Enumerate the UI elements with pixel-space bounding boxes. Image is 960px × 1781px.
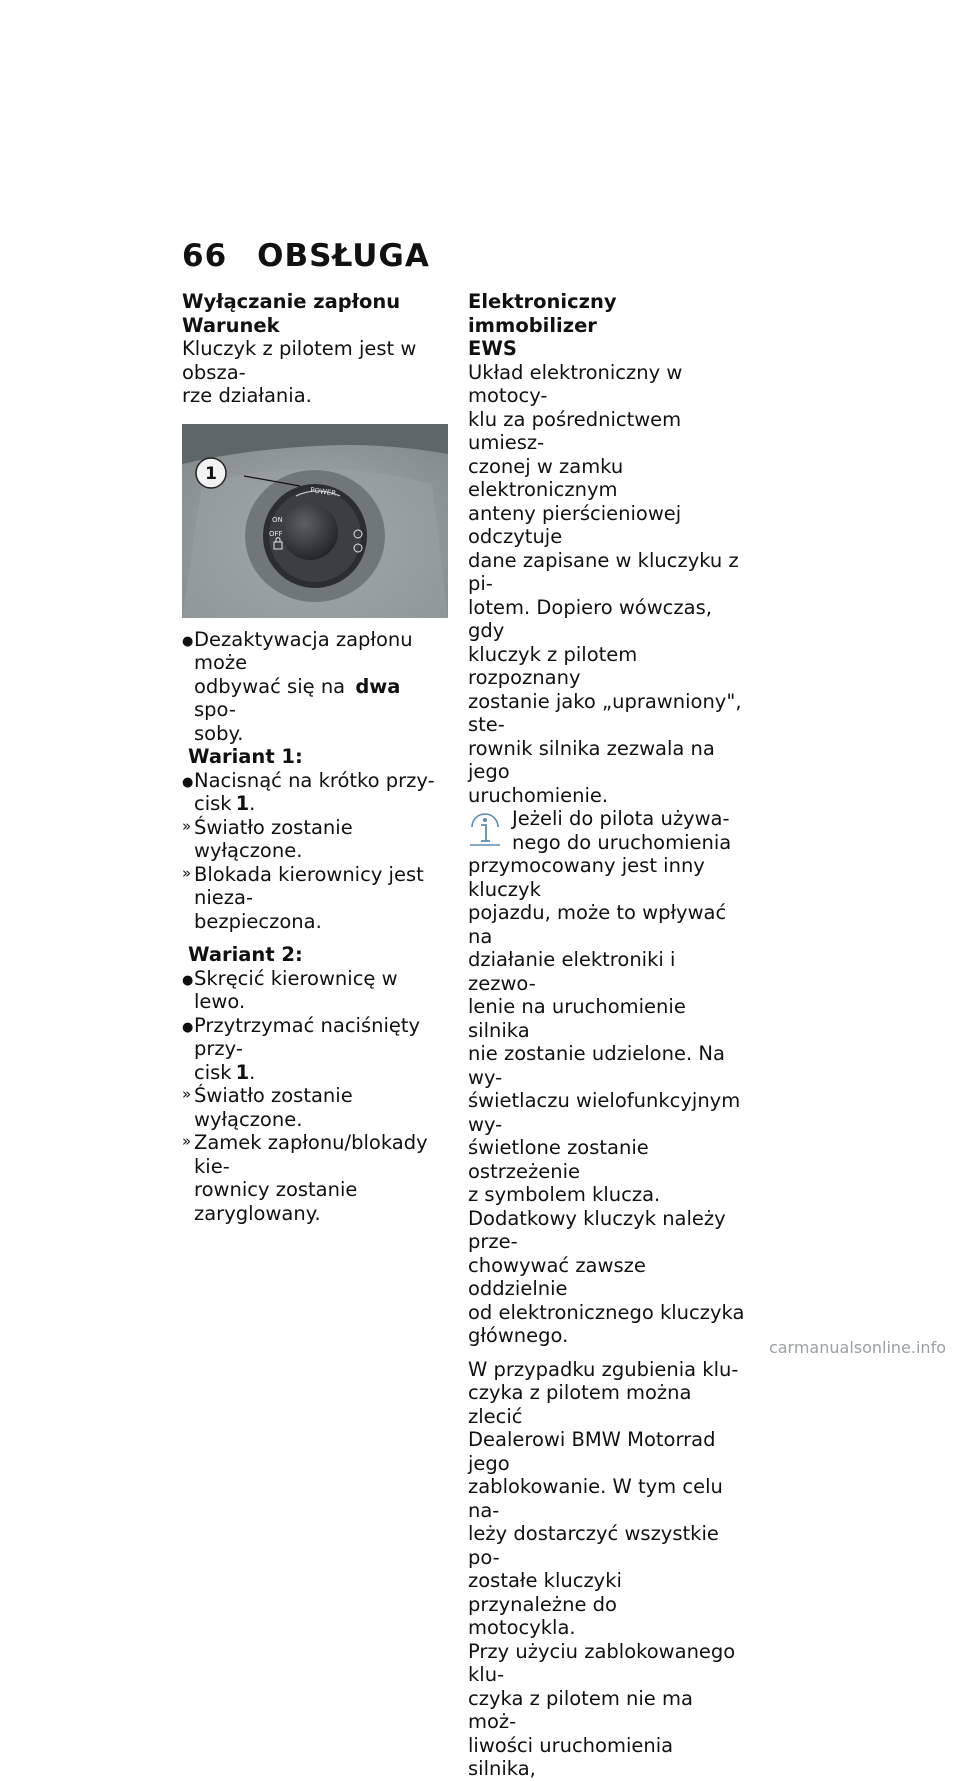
bullet-dot-icon: ● [182, 1019, 194, 1035]
intro-bold-two: dwa [355, 674, 401, 698]
variant-2-bullet-1-text: Skręcić kierownicę w lewo. [194, 966, 398, 1013]
text-line: W przypadku zgubienia klu- [468, 1357, 739, 1381]
variant-2-bullet-1 [182, 967, 448, 1014]
text-line: zablokowanie. W tym celu na- [468, 1475, 723, 1522]
bullet-dot-icon: ● [182, 972, 194, 988]
variant-2-result-2 [182, 1131, 448, 1225]
heading-ews-line-1: Elektroniczny immobilizer [468, 290, 617, 337]
text-line: leży dostarczyć wszystkie po- [468, 1522, 719, 1569]
variant-2-result-1-text: Światło zostanie wyłączone. [194, 1084, 353, 1131]
variant-2-ref-suffix: . [249, 1060, 256, 1084]
text-line: Przy użyciu zablokowanego klu- [468, 1639, 736, 1686]
heading-ignition-off: Wyłączanie zapłonu [182, 290, 401, 313]
variant-2-result-1 [182, 1084, 448, 1131]
variant-1-result-2-line-1: Blokada kierownicy jest nieza- [194, 862, 424, 909]
variant-2-result-2-line-2: rownicy zostanie zaryglowany. [194, 1178, 358, 1225]
text-line: zostanie jako „uprawniony", ste- [468, 689, 742, 736]
variant-1-bullet [182, 769, 448, 816]
variant-1-result-1-text: Światło zostanie wyłączone. [194, 815, 353, 862]
text-line: liwości uruchomienia silnika, [468, 1733, 674, 1780]
text-line: dane zapisane w kluczyku z pi- [468, 548, 739, 595]
note-line: świetlone zostanie ostrzeżenie [468, 1136, 649, 1183]
text-line: zostałe kluczyki przynależne do [468, 1569, 622, 1616]
variant-1-bullet-line-1: Nacisnąć na krótko przy- [194, 768, 435, 792]
bullet-dot-icon: ● [182, 633, 194, 649]
text-line: Dealerowi BMW Motorrad jego [468, 1428, 716, 1475]
ews-paragraph-3 [468, 1358, 746, 1640]
text-line: anteny pierścieniowej odczytuje [468, 501, 682, 548]
condition-line-1: Kluczyk z pilotem jest w obsza- [182, 337, 417, 384]
intro-line-1: Dezaktywacja zapłonu może [194, 627, 413, 674]
page-number: 66 [182, 238, 228, 274]
text-line: czonej w zamku elektronicznym [468, 454, 624, 501]
power-label: POWER [309, 485, 337, 498]
ews-paragraph-2 [468, 1207, 746, 1348]
ews-paragraph-4 [468, 1640, 746, 1781]
text-line: motocykla. [468, 1616, 576, 1639]
intro-after: spo- [194, 698, 236, 721]
variant-2-ref: 1 [235, 1060, 250, 1084]
bullet-intro [182, 628, 448, 746]
variant-2-result-2-line-1: Zamek zapłonu/blokady kie- [194, 1131, 428, 1178]
text-line: czyka z pilotem nie ma moż- [468, 1686, 693, 1733]
intro-line-3: soby. [194, 721, 244, 745]
info-note [468, 807, 746, 1207]
ignition-switch-illustration [182, 424, 448, 618]
text-line: lotem. Dopiero wówczas, gdy [468, 595, 712, 642]
variant-1-ref: 1 [235, 792, 250, 815]
section-title: OBSŁUGA [257, 238, 430, 274]
text-line: Dodatkowy kluczyk należy prze- [468, 1206, 726, 1253]
text-line: klu za pośrednictwem umiesz- [468, 407, 682, 454]
intro-line-2: odbywać się na [194, 674, 346, 698]
watermark: carmanualsonline.info [768, 1338, 946, 1357]
variant-2-title: Wariant 2: [188, 943, 303, 966]
heading-ews-line-2: EWS [468, 337, 517, 360]
text-line: kluczyk z pilotem rozpoznany [468, 642, 638, 689]
right-column [468, 290, 746, 1781]
ignition-switch-figure [182, 424, 448, 618]
result-arrow-icon: » [182, 1085, 192, 1103]
text-line: czyka z pilotem można zlecić [468, 1381, 692, 1428]
result-arrow-icon: » [182, 1132, 192, 1150]
off-label: OFF [269, 529, 283, 538]
note-line: świetlaczu wielofunkcyjnym wy- [468, 1089, 741, 1136]
variant-1-result-2 [182, 863, 448, 934]
variant-1-result-1 [182, 816, 448, 863]
variant-1-result-2-line-2: bezpieczona. [194, 909, 322, 933]
variant-2-bullet-2 [182, 1014, 448, 1085]
note-line: działanie elektroniki i zezwo- [468, 948, 676, 995]
note-line: nego do uruchomienia [512, 830, 732, 854]
result-arrow-icon: » [182, 863, 192, 882]
ews-paragraph-1 [468, 361, 746, 808]
bullet-dot-icon: ● [182, 774, 194, 790]
text-line: głównego. [468, 1324, 569, 1347]
text-line: uruchomienie. [468, 783, 609, 807]
text-line: Układ elektroniczny w motocy- [468, 360, 683, 407]
left-column [182, 290, 448, 1225]
page-header [182, 238, 430, 274]
text-line: od elektronicznego kluczyka [468, 1300, 745, 1324]
note-line: z symbolem klucza. [468, 1183, 661, 1206]
subheading-condition: Warunek [182, 313, 280, 337]
condition-line-2: rze działania. [182, 384, 312, 407]
note-line: przymocowany jest inny kluczyk [468, 854, 705, 901]
note-line: pojazdu, może to wpływać na [468, 901, 727, 948]
figure-callout-1: 1 [205, 463, 217, 484]
note-line: nie zostanie udzielone. Na wy- [468, 1042, 725, 1089]
text-line: rownik silnika zezwala na jego [468, 736, 715, 783]
variant-1-title: Wariant 1: [188, 745, 303, 768]
note-line: Jeżeli do pilota używa- [512, 807, 730, 830]
note-line: lenie na uruchomienie silnika [468, 995, 686, 1042]
variant-1-bullet-line-2: cisk [194, 792, 232, 815]
variant-2-bullet-2-line-1: Przytrzymać naciśnięty przy- [194, 1013, 421, 1060]
text-line: chowywać zawsze oddzielnie [468, 1253, 646, 1300]
on-label: ON [272, 515, 283, 524]
info-icon [468, 809, 502, 849]
result-arrow-icon: » [182, 816, 192, 835]
variant-2-bullet-2-line-2: cisk [194, 1060, 232, 1084]
variant-1-ref-suffix: . [249, 792, 256, 815]
